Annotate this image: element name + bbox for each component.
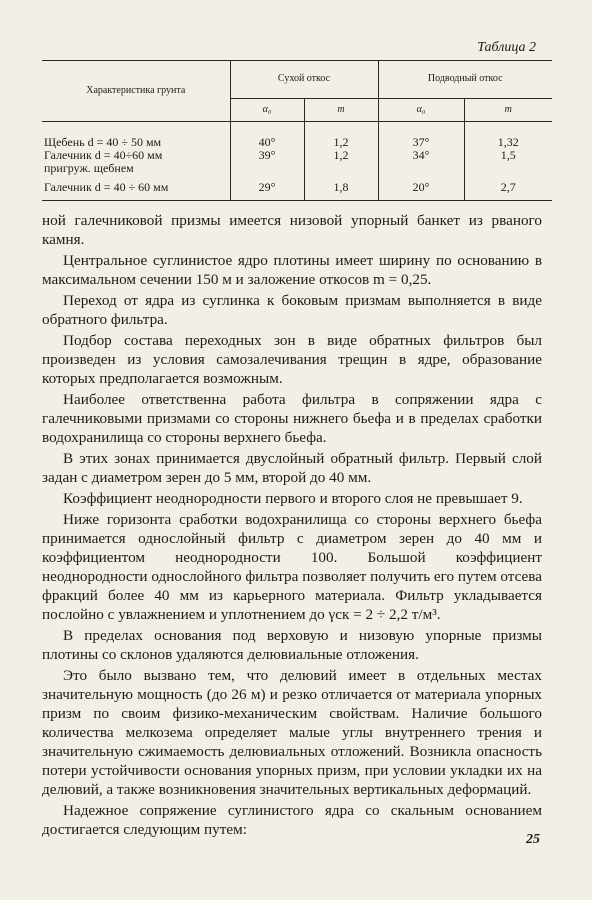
table-row bbox=[42, 149, 552, 162]
row-dry-m: 1,2 bbox=[304, 149, 378, 162]
row-soil-name: Галечник d = 40÷60 мм bbox=[44, 147, 163, 162]
paragraph: Коэффициент неоднородности первого и второго слоя не превышает 9. bbox=[63, 490, 523, 507]
row-soil-name: пригруж. щебнем bbox=[44, 160, 134, 175]
row-wet-alpha: 37° bbox=[378, 136, 464, 149]
soil-slope-table bbox=[42, 60, 552, 201]
paragraph: Подбор состава переходных зон в виде обратных фильтров был произведен из условия самозалечивания трещин в ядре, образование которых предполагается возможным. bbox=[42, 332, 542, 387]
subheader-wet-m: m bbox=[464, 98, 552, 121]
row-wet-m: 1,5 bbox=[464, 149, 552, 162]
paragraph: Переход от ядра из суглинка к боковым призмам выполняется в виде обратного фильтра. bbox=[42, 292, 542, 328]
row-wet-m: 1,32 bbox=[464, 136, 552, 149]
table-row bbox=[42, 136, 552, 149]
row-wet-alpha bbox=[378, 162, 464, 175]
row-soil-name: Галечник d = 40 ÷ 60 мм bbox=[44, 179, 169, 194]
paragraph: В этих зонах принимается двуслойный обратный фильтр. Первый слой задан с диаметром зерен до 5 мм, второй до 40 мм. bbox=[42, 450, 542, 486]
header-soil-characteristic: Характеристика грунта bbox=[86, 85, 186, 96]
row-dry-alpha bbox=[230, 162, 304, 175]
page-number: 25 bbox=[526, 832, 540, 847]
paragraph: Это было вызвано тем, что делювий имеет в отдельных местах значительную мощность (до 26 м) и резко отличается от материала упорных призм по своим физико-механическим свойствам. Наличие большого количества мелкозема определяет малые углы внутреннего трения и значительную сжимаемость делювиальных отложений. Возникла опасность потери устойчивости основания упорных призм, при условии укладки их на делювий, а также возникновения значительных вертикальных деформаций. bbox=[42, 667, 542, 798]
subheader-dry-m: m bbox=[304, 98, 378, 121]
row-dry-m: 1,2 bbox=[304, 136, 378, 149]
paragraph: Надежное сопряжение суглинистого ядра со скальным основанием достигается следующим путем: bbox=[42, 802, 542, 838]
row-wet-alpha: 20° bbox=[378, 175, 464, 201]
row-dry-alpha: 40° bbox=[230, 136, 304, 149]
table-caption: Таблица 2 bbox=[477, 40, 536, 55]
row-dry-alpha: 29° bbox=[230, 175, 304, 201]
paragraph: ной галечниковой призмы имеется низовой упорный банкет из рваного камня. bbox=[42, 212, 542, 248]
row-dry-m bbox=[304, 162, 378, 175]
row-soil-name: Щебень d = 40 ÷ 50 мм bbox=[44, 134, 162, 149]
row-dry-m: 1,8 bbox=[304, 175, 378, 201]
paragraph: Ниже горизонта сработки водохранилища со стороны верхнего бьефа принимается однослойный фильтр с диаметром зерен до 40 мм и коэффициентом неоднородности 100. Большой коэффициент неоднородности однослойного фильтра позволяет получить его путем отсева фракций более 40 мм из карьерного материала. Фильтр укладывается послойно с увлажнением и уплотнением до γск = 2 ÷ 2,2 т/м³. bbox=[42, 511, 543, 623]
body-text bbox=[42, 211, 542, 841]
header-underwater-slope: Подводный откос bbox=[378, 61, 552, 99]
subheader-dry-alpha: α₀ bbox=[230, 98, 304, 121]
row-wet-m bbox=[464, 162, 552, 175]
subheader-wet-alpha: α₀ bbox=[378, 98, 464, 121]
paragraph: Наиболее ответственна работа фильтра в сопряжении ядра с галечниковыми призмами со стороны нижнего бьефа и в пределах сработки водохранилища со стороны верхнего бьефа. bbox=[42, 391, 542, 446]
row-dry-alpha: 39° bbox=[230, 149, 304, 162]
row-wet-m: 2,7 bbox=[464, 175, 552, 201]
paragraph: В пределах основания под верховую и низовую упорные призмы плотины со склонов удаляются делювиальные отложения. bbox=[42, 627, 542, 663]
row-wet-alpha: 34° bbox=[378, 149, 464, 162]
paragraph: Центральное суглинистое ядро плотины имеет ширину по основанию в максимальном сечении 150 м и заложение откосов m = 0,25. bbox=[42, 252, 542, 288]
table-row bbox=[42, 162, 552, 175]
header-dry-slope: Сухой откос bbox=[230, 61, 378, 99]
table-row bbox=[42, 175, 552, 201]
